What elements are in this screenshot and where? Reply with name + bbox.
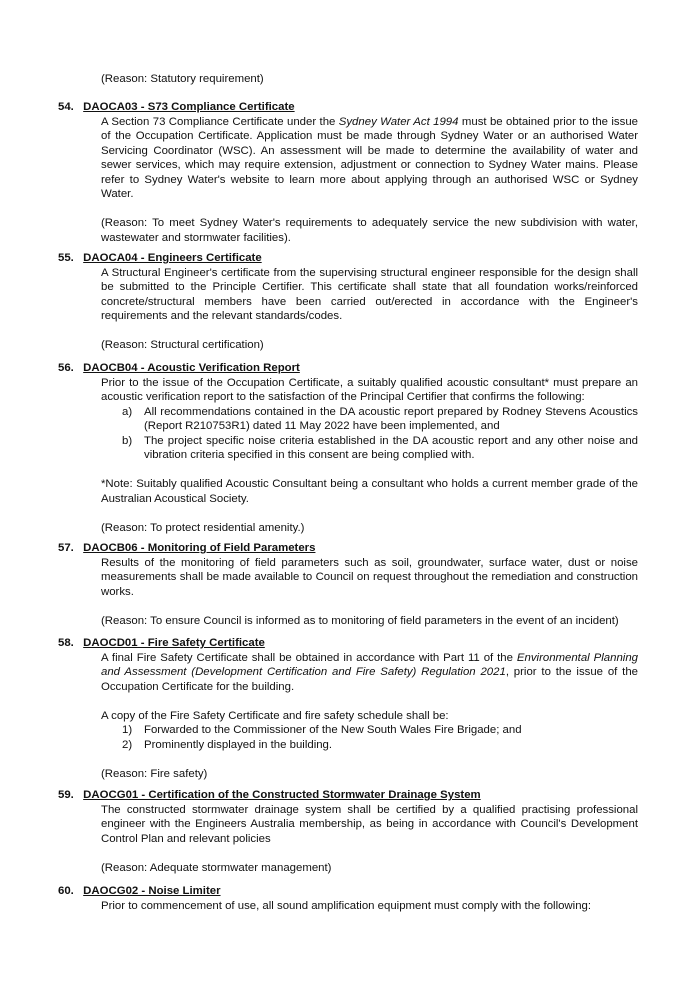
- condition-59: [58, 788, 638, 875]
- reason-text: (Reason: To meet Sydney Water's requirements to adequately service the new subdivision with water, wastewater and stormwater facilities).: [101, 217, 638, 244]
- list-item-text: Prominently displayed in the building.: [144, 738, 333, 751]
- condition-title: DAOCB04 - Acoustic Verification Report: [83, 362, 300, 374]
- reason-text: (Reason: Adequate stormwater management): [101, 861, 332, 874]
- condition-number: 60.: [58, 885, 74, 897]
- condition-paragraph: Prior to the issue of the Occupation Certificate, a suitably qualified acoustic consultant* must prepare an acoustic verification report to the satisfaction of the Principal Certifier that confirms the following:: [101, 376, 638, 403]
- reason-text: (Reason: To ensure Council is informed as to monitoring of field parameters in the event of an incident): [101, 614, 619, 627]
- list-item: [101, 723, 638, 738]
- regulation-name: Environmental Planning and Assessment (Development Certification and Fire Safety) Regulation 2021: [101, 651, 638, 678]
- condition-title: DAOCG02 - Noise Limiter: [83, 885, 221, 897]
- list-marker: 1): [122, 724, 133, 736]
- list-item-text: The project specific noise criteria established in the DA acoustic report and any other noise and vibration criteria specified in this consent are being complied with.: [144, 434, 638, 461]
- condition-54: [58, 100, 638, 245]
- note-text: *Note: Suitably qualified Acoustic Consultant being a consultant who holds a current member grade of the Australian Acoustical Society.: [101, 478, 638, 505]
- condition-number: 58.: [58, 637, 74, 649]
- condition-number: 57.: [58, 542, 74, 554]
- condition-paragraph: The constructed stormwater drainage system shall be certified by a qualified practising professional engineer with the Engineers Australia membership, as being in accordance with Council's Development Control Plan and relevant policies: [101, 803, 638, 845]
- condition-number: 54.: [58, 101, 74, 113]
- condition-heading: [58, 361, 638, 376]
- condition-paragraph: A copy of the Fire Safety Certificate and fire safety schedule shall be:: [101, 709, 449, 722]
- list-item: [101, 434, 638, 463]
- condition-number: 56.: [58, 362, 74, 374]
- list-item-text: All recommendations contained in the DA acoustic report prepared by Rodney Stevens Acoustics (Report R210753R1) dated 11 May 2022 have been implemented, and: [144, 405, 638, 432]
- condition-heading: [58, 541, 638, 556]
- condition-55: [58, 251, 638, 353]
- condition-60: [58, 884, 638, 913]
- condition-heading: [58, 636, 638, 651]
- list-item-text: Forwarded to the Commissioner of the New South Wales Fire Brigade; and: [144, 724, 522, 736]
- condition-title: DAOCA04 - Engineers Certificate: [83, 252, 262, 264]
- condition-58: [58, 636, 638, 781]
- condition-paragraph: A Section 73 Compliance Certificate under the Sydney Water Act 1994 must be obtained prior to the issue of the Occupation Certificate. Application must be made through Sydney Water or an authorised Water Servicing Coordinator (WSC). An assessment will be made to determine the availability of water and sewer services, which may require extension, adjustment or connection to Sydney Water mains. Please refer to Sydney Water's website to learn more about applying through an authorised WSC or Sydney Water.: [101, 115, 638, 200]
- list-marker: b): [122, 434, 133, 447]
- condition-paragraph: Prior to commencement of use, all sound amplification equipment must comply with the following:: [101, 899, 592, 912]
- list-marker: 2): [122, 738, 133, 751]
- act-name: Sydney Water Act 1994: [338, 115, 459, 128]
- condition-57: [58, 541, 638, 628]
- list-item: [101, 405, 638, 434]
- condition-paragraph: Results of the monitoring of field parameters such as soil, groundwater, surface water, dust or noise measurements shall be made available to Council on request throughout the remediation and construction works.: [101, 556, 638, 598]
- condition-title: DAOCD01 - Fire Safety Certificate: [83, 637, 265, 649]
- condition-title: DAOCA03 - S73 Compliance Certificate: [83, 101, 295, 113]
- condition-heading: [58, 788, 638, 803]
- condition-number: 59.: [58, 789, 74, 801]
- condition-heading: [58, 884, 638, 899]
- condition-paragraph: A final Fire Safety Certificate shall be obtained in accordance with Part 11 of the Environmental Planning and Assessment (Development Certification and Fire Safety) Regulation 2021, prior to the issue of the Occupation Certificate for the building.: [101, 651, 638, 693]
- reason-text: (Reason: Statutory requirement): [101, 73, 264, 85]
- condition-heading: [58, 100, 638, 115]
- reason-text: (Reason: Fire safety): [101, 767, 208, 780]
- condition-56: [58, 361, 638, 535]
- condition-paragraph: A Structural Engineer's certificate from the supervising structural engineer responsible for the design shall be submitted to the Principle Certifier. This certificate shall state that all foundation works/reinforced concrete/structural members have been carried out/erected in accordance with the Engineer's requirements and the relevant standards/codes.: [101, 266, 638, 322]
- reason-text: (Reason: To protect residential amenity.): [101, 521, 305, 534]
- list-item: [101, 738, 638, 753]
- condition-title: DAOCG01 - Certification of the Constructed Stormwater Drainage System: [83, 789, 481, 801]
- condition-title: DAOCB06 - Monitoring of Field Parameters: [83, 542, 316, 554]
- condition-number: 55.: [58, 252, 74, 264]
- reason-text: (Reason: Structural certification): [101, 339, 264, 351]
- list-marker: a): [122, 405, 133, 418]
- condition-heading: [58, 251, 638, 266]
